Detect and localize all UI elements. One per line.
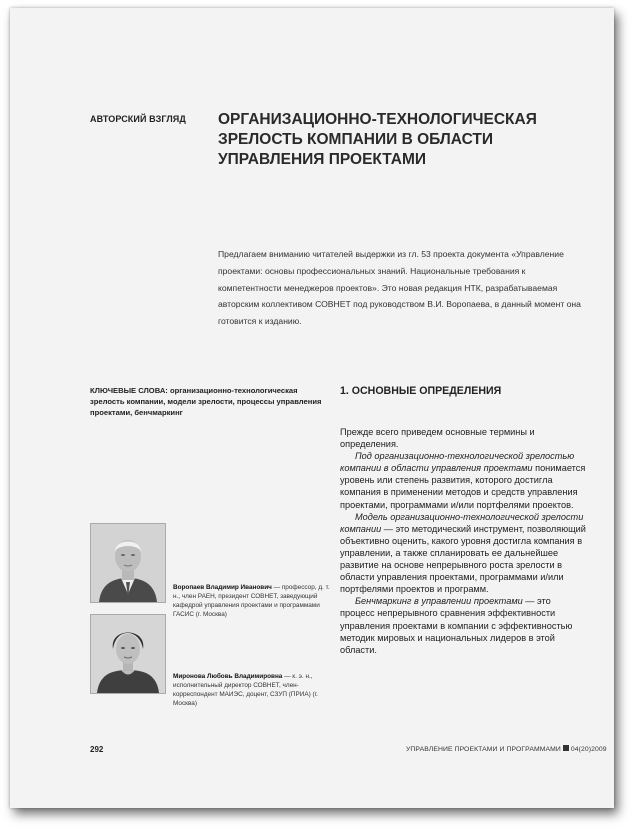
definition-paragraph: [340, 511, 586, 596]
definition-paragraph: [340, 595, 586, 655]
article-body: [340, 426, 586, 656]
issue-number: 04(20)2009: [570, 746, 607, 753]
author-info-mironova: [173, 672, 338, 708]
author-name: Воропаев Владимир Иванович: [173, 584, 272, 591]
lead-paragraph: Предлагаем вниманию читателей выдержки из гл. 53 проекта документа «Управление проектами: основы профессиональных знаний. Национальные требования к компетентности менеджеров проектов». Это новая редакция НТК, разрабатываемая авторским коллективом СОВНЕТ под руководством В.И. Воропаева, в данный момент она готовится к изданию.: [218, 249, 581, 327]
journal-name: УПРАВЛЕНИЕ ПРОЕКТАМИ И ПРОГРАММАМИ: [406, 746, 561, 753]
portrait-woman-icon: [91, 615, 165, 693]
definition-text: — это методический инструмент, позволяющий объективно оценить, какого уровня достигла компания в управлении, а также спланировать ее дальнейшее развитие на основе непрерывного роста зрелости в области управления проектами, программами и/или портфелями проектов и программ.: [340, 523, 586, 595]
article-title: ОРГАНИЗАЦИОННО-ТЕХНОЛОГИЧЕСКАЯ ЗРЕЛОСТЬ КОМПАНИИ В ОБЛАСТИ УПРАВЛЕНИЯ ПРОЕКТАМИ: [218, 111, 537, 168]
definition-text: понимается уровень или степень развития, которого достигла компания в применении методов и средств управления проектами, программами и/или портфелями проектов.: [340, 463, 586, 510]
defined-term: Бенчмаркинг в управлении проектами: [355, 596, 523, 607]
definition-paragraph: [340, 450, 586, 510]
journal-page: [10, 8, 614, 808]
section-label: АВТОРСКИЙ ВЗГЛЯД: [90, 114, 186, 124]
page-number: 292: [90, 745, 104, 754]
author-details: — к. э. н., исполнительный директор СОВНЕТ, член-корреспондент МАИЭС, доцент, СЗУП (ПРИА) (г. Москва): [173, 673, 318, 707]
author-photo-voropaev: [90, 523, 166, 603]
author-details: — профессор, д. т. н., член РАЕН, президент СОВНЕТ, заведующий кафедрой управления проектами и программами ГАСИС (г. Москва): [173, 584, 330, 618]
defined-term: Под организационно-технологической зрелостью компании в области управления проектами: [340, 451, 575, 474]
defined-term: Модель организационно-технологической зрелости компании: [340, 511, 584, 534]
intro-paragraph: Прежде всего приведем основные термины и определения.: [340, 427, 535, 450]
author-photo-mironova: [90, 614, 166, 694]
portrait-man-icon: [91, 524, 165, 602]
definition-text: — это процесс непрерывного сравнения эффективности управления проектами в компании с эффективностью методик мировых и национальных лидеров в этой области.: [340, 596, 573, 655]
square-bullet-icon: [563, 745, 569, 751]
running-footer: [406, 745, 607, 753]
author-info-voropaev: [173, 583, 338, 619]
keywords: КЛЮЧЕВЫЕ СЛОВА: организационно-технологическая зрелость компании, модели зрелости, процессы управления проектами, бенчмаркинг: [90, 386, 322, 417]
author-name: Миронова Любовь Владимировна: [173, 673, 283, 680]
section-heading: 1. ОСНОВНЫЕ ОПРЕДЕЛЕНИЯ: [340, 385, 502, 397]
